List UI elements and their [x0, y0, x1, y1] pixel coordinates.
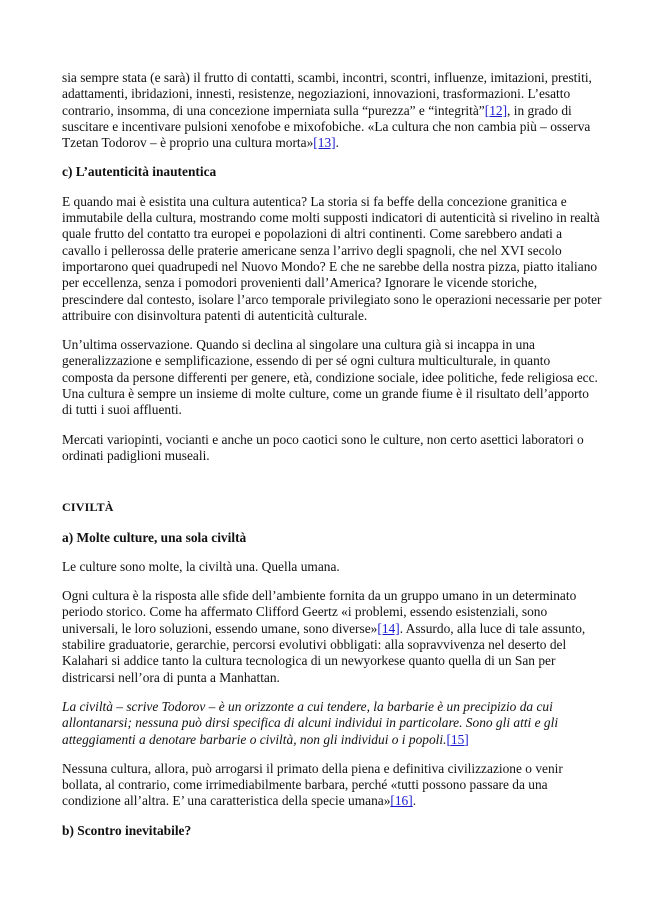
heading-many-cultures: a) Molte culture, una sola civiltà [62, 529, 247, 545]
section-title-civilta: CIVILTÀ [62, 500, 114, 515]
footnote-link-13[interactable]: [13] [313, 135, 336, 151]
paragraph-cultures-many: Le culture sono molte, la civiltà una. Quella umana. [62, 558, 340, 574]
heading-authenticity: c) L’autenticità inautentica [62, 164, 217, 180]
paragraph-markets: Mercati variopinti, vocianti e anche un poco caotici sono le culture, non certo asettici laboratori o ordinati padiglioni museali. [62, 431, 584, 463]
paragraph-authentic-culture: E quando mai è esistita una cultura autentica? La storia si fa beffe della concezione granitica e immutabile della cultura, mostrando come molti supposti indicatori di autenticità si rivelino in realtà quale frutto del contatto tra europei e popolazioni di altri continenti. Come sarebbero andati a cavallo i pellerossa delle praterie americane senza l’arrivo degli spagnoli, che nel XVI secolo importarono quei quadrupedi nel Nuovo Mondo? E che ne sarebbe della nostra pizza, piatto italiano per eccellenza, senza i pomodori provenienti dall’America? Ignorare le vicende storiche, prescindere dal contesto, isolare l’arco temporale privilegiato sono le operazioni necessarie per poter attribuire con disinvoltura patenti di autenticità culturale. [62, 193, 602, 323]
paragraph-last-observation: Un’ultima osservazione. Quando si declina al singolare una cultura già si incappa in una generalizzazione e semplificazione, essendo di per sé ogni cultura multiculturale, in quanto composta da persone differenti per genere, età, condizione sociale, idee politiche, fede religiosa ecc. Una cultura è sempre un insieme di molte culture, come un grande fiume è il risultato dell’apporto di tutti i suoi affluenti. [62, 337, 598, 418]
footnote-link-15[interactable]: [15] [446, 731, 469, 747]
quote-todorov: La civiltà – scrive Todorov – è un orizzonte a cui tendere, la barbarie è un precipizio da cui allontanarsi; nessuna può dirsi specifica di alcuni individui in particolare. Sono gli atti e gli atteggiamenti a denotare barbarie o civiltà, non gli individui o i popoli.[15] [62, 698, 559, 747]
footnote-link-12[interactable]: [12] [484, 102, 508, 118]
document-page [62, 70, 602, 852]
heading-clash: b) Scontro inevitabile? [62, 822, 192, 838]
paragraph-civilization: Nessuna cultura, allora, può arrogarsi il primato della piena e definitiva civilizzazione o venir bollata, al contrario, come irrimediabilmente barbara, perché «tutti possono passare da una condizione all’altra. E’ una caratteristica della specie umana»[16]. [62, 760, 563, 809]
footnote-link-14[interactable]: [14] [377, 620, 400, 636]
paragraph-contacts: sia sempre stata (e sarà) il frutto di contatti, scambi, incontri, scontri, influenze, imitazioni, prestiti, adattamenti, ibridazioni, innesti, resistenze, negoziazioni, innovazioni, trasformazioni. L’esatto contrario, insomma, di una concezione imperniata sulla “purezza” e “integrità”[12], in grado di suscitare e incentivare pulsioni xenofobe e mixofobiche. «La cultura che non cambia più – osserva Tzetan Todorov – è proprio una cultura morta»[13]. [62, 70, 592, 151]
footnote-link-16[interactable]: [16] [390, 793, 413, 809]
paragraph-geertz: Ogni cultura è la risposta alle sfide dell’ambiente fornita da un gruppo umano in un determinato periodo storico. Come ha affermato Clifford Geertz «i problemi, essendo esistenziali, sono universali, le loro soluzioni, essendo umane, sono diverse»[14]. Assurdo, alla luce di tale assunto, stabilire graduatorie, gerarchie, percorsi evolutivi obbligati: alla sopravvivenza nel deserto del Kalahari si addice tanto la cultura tecnologica di un newyorkese quanto quella di un San per districarsi nell’ora di punta a Manhattan. [62, 588, 586, 685]
